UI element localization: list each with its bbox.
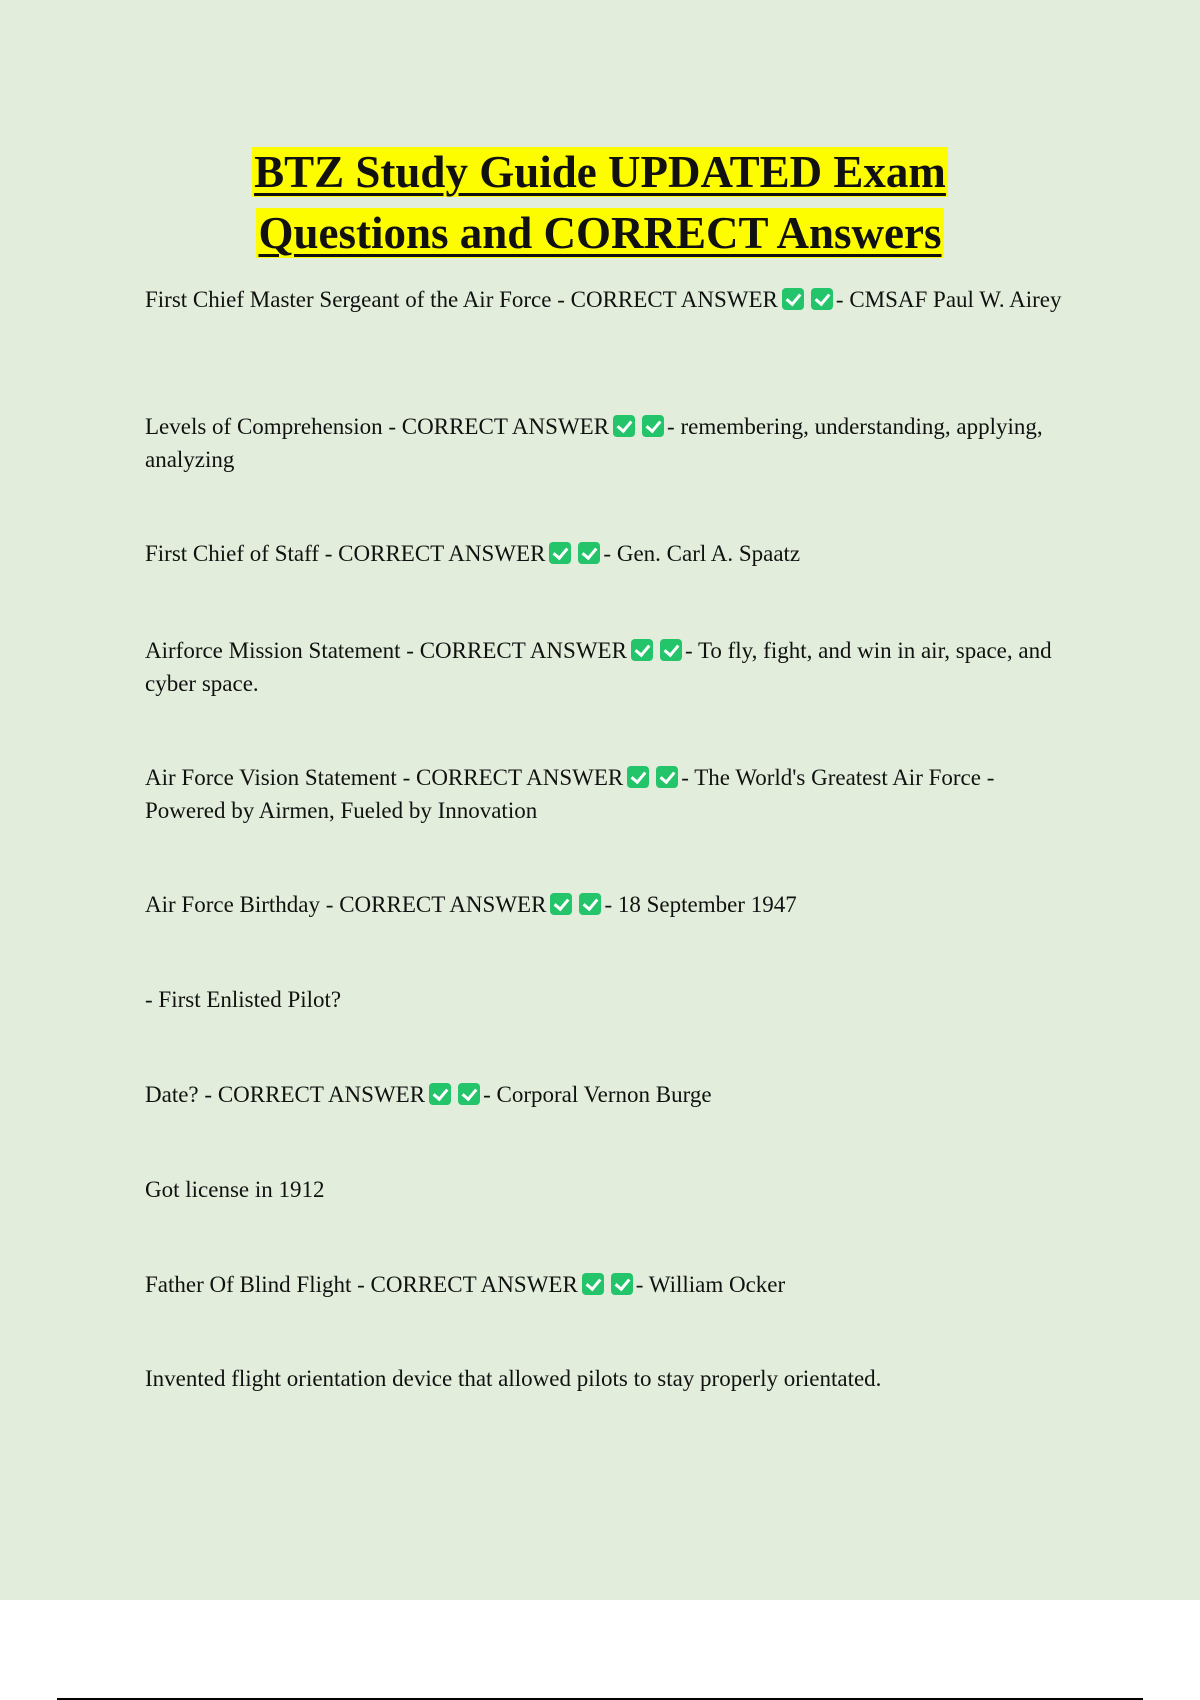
answer-text: The World's Greatest Air Force - Powered by Airmen, Fueled by Innovation (145, 765, 995, 823)
check-mark-icon (642, 415, 664, 437)
check-mark-icon (579, 893, 601, 915)
answer-text: CMSAF Paul W. Airey (849, 287, 1062, 312)
qa-entry: Date? - CORRECT ANSWER - Corporal Vernon Burge (145, 1082, 712, 1107)
check-mark-icon (549, 542, 571, 564)
check-mark-icon (782, 288, 804, 310)
question-text: Airforce Mission Statement (145, 638, 401, 663)
check-mark-icon (631, 639, 653, 661)
qa-entry: First Chief Master Sergeant of the Air Force - CORRECT ANSWER - CMSAF Paul W. Airey (145, 287, 1062, 312)
answer-text: To fly, fight, and win in air, space, and cyber space. (145, 638, 1052, 696)
text-line: Invented flight orientation device that allowed pilots to stay properly orientated. (145, 1366, 882, 1391)
qa-entry: Father Of Blind Flight - CORRECT ANSWER - William Ocker (145, 1272, 786, 1297)
check-mark-icon (458, 1083, 480, 1105)
text-line: Got license in 1912 (145, 1177, 325, 1202)
title-line-2: Questions and CORRECT Answers (258, 208, 942, 258)
document-title (0, 142, 1200, 264)
question-text: Levels of Comprehension (145, 414, 383, 439)
question-text: First Chief of Staff (145, 541, 319, 566)
check-mark-icon (611, 1273, 633, 1295)
answer-label: CORRECT ANSWER (419, 638, 627, 663)
check-mark-icon (582, 1273, 604, 1295)
title-line-1: BTZ Study Guide UPDATED Exam (254, 147, 946, 197)
answer-text: Corporal Vernon Burge (496, 1082, 712, 1107)
check-mark-icon (578, 542, 600, 564)
answer-label: CORRECT ANSWER (401, 414, 610, 439)
question-text: Date? (145, 1082, 199, 1107)
question-text: Father Of Blind Flight (145, 1272, 352, 1297)
qa-entry: Airforce Mission Statement - CORRECT ANSWER - To fly, fight, and win in air, space, and cyber space. (145, 638, 1052, 696)
answer-label: CORRECT ANSWER (338, 541, 546, 566)
check-mark-icon (811, 288, 833, 310)
qa-entry: First Chief of Staff - CORRECT ANSWER - Gen. Carl A. Spaatz (145, 541, 801, 566)
qa-entry: Air Force Vision Statement - CORRECT ANSWER - The World's Greatest Air Force - Powered by Airmen, Fueled by Innovation (145, 765, 995, 823)
answer-label: CORRECT ANSWER (339, 892, 547, 917)
check-mark-icon (627, 766, 649, 788)
check-mark-icon (613, 415, 635, 437)
answer-text: Gen. Carl A. Spaatz (616, 541, 801, 566)
answer-label: CORRECT ANSWER (415, 765, 624, 790)
answer-text: 18 September 1947 (617, 892, 797, 917)
question-text: Air Force Birthday (145, 892, 321, 917)
check-mark-icon (656, 766, 678, 788)
check-mark-icon (550, 893, 572, 915)
text-line: - First Enlisted Pilot? (145, 987, 342, 1012)
answer-label: CORRECT ANSWER (370, 1272, 578, 1297)
answer-label: CORRECT ANSWER (217, 1082, 426, 1107)
answer-text: remembering, understanding, applying, analyzing (145, 414, 1043, 472)
qa-entry: Levels of Comprehension - CORRECT ANSWER - remembering, understanding, applying, analyzing (145, 414, 1043, 472)
question-text: First Chief Master Sergeant of the Air Force (145, 287, 552, 312)
qa-entry: Air Force Birthday - CORRECT ANSWER - 18 September 1947 (145, 892, 797, 917)
question-text: Air Force Vision Statement (145, 765, 397, 790)
answer-text: William Ocker (648, 1272, 786, 1297)
check-mark-icon (660, 639, 682, 661)
answer-label: CORRECT ANSWER (570, 287, 778, 312)
check-mark-icon (429, 1083, 451, 1105)
